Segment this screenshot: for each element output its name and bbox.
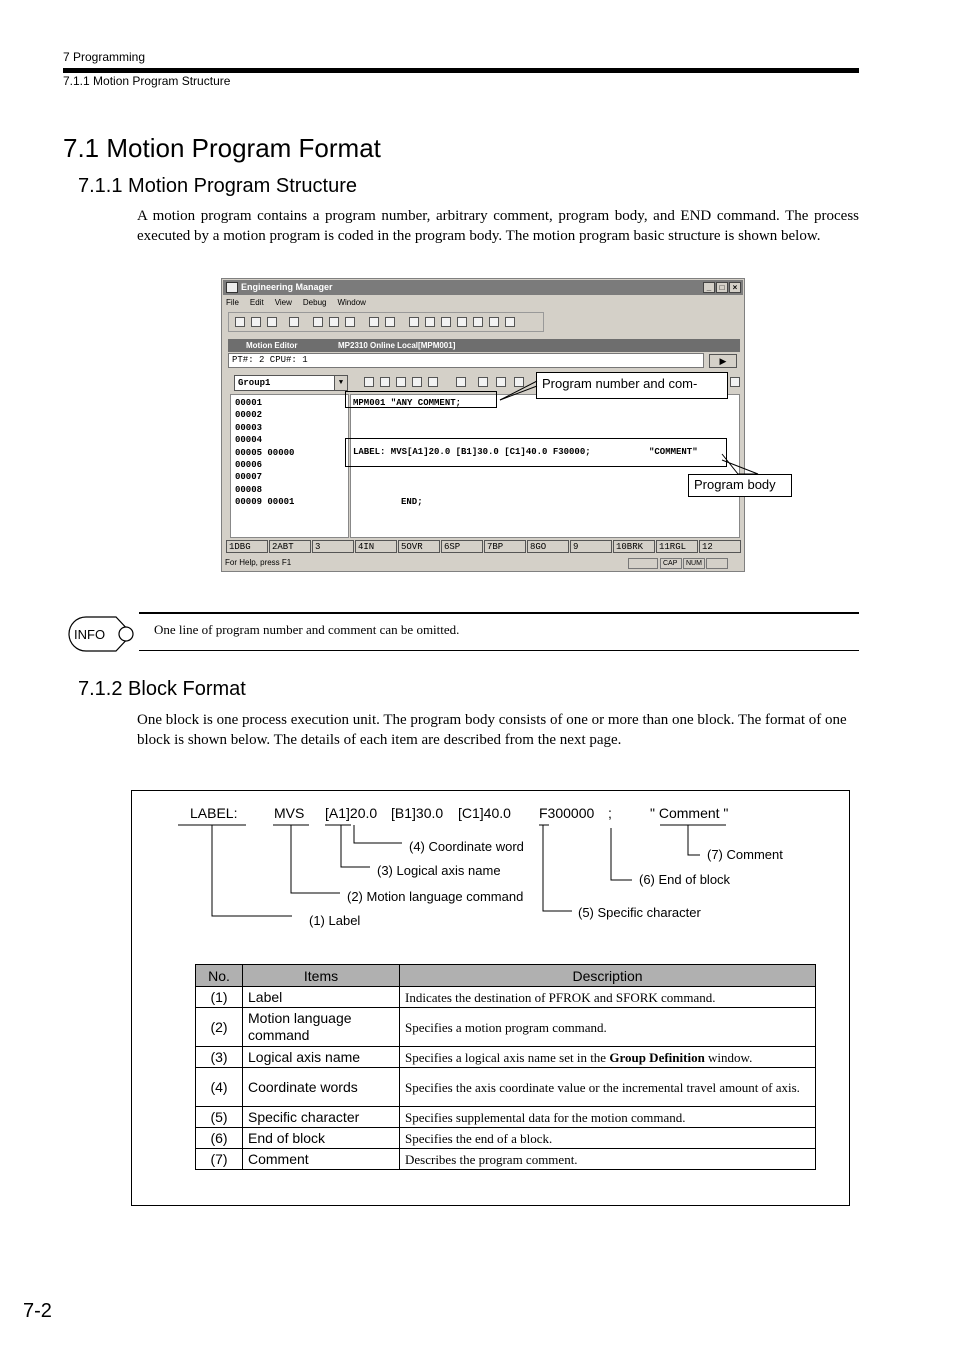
section-paragraph-7-1-2: One block is one process execution unit. The program body consists of one or more than one block. The format of one block is shown below. The details of each item are described from the next page. bbox=[137, 712, 847, 748]
line-number: 00008 bbox=[235, 484, 263, 495]
label-5: (5) Specific character bbox=[578, 905, 701, 920]
fkey-10[interactable]: 10BRK bbox=[613, 540, 655, 553]
label-1: (1) Label bbox=[309, 913, 361, 928]
code-line-label: LABEL: MVS[A1]20.0 [B1]30.0 [C1]40.0 F30000; bbox=[353, 447, 591, 457]
fkey-8[interactable]: 8GO bbox=[527, 540, 569, 553]
play-icon: ▶ bbox=[719, 356, 727, 366]
token-f: F300000 bbox=[539, 805, 595, 821]
running-header-chapter: 7 Programming bbox=[63, 50, 146, 64]
window-title: Engineering Manager bbox=[241, 282, 333, 292]
page-title: 7.1 Motion Program Format bbox=[63, 133, 381, 163]
chevron-down-icon[interactable]: ▼ bbox=[334, 376, 347, 390]
fkey-9[interactable]: 9 bbox=[570, 540, 612, 553]
col-header-no: No. bbox=[196, 965, 243, 987]
col-header-description: Description bbox=[400, 965, 816, 987]
cell-no: (3) bbox=[196, 1047, 243, 1068]
section-heading-7-1-2: 7.1.2 Block Format bbox=[78, 678, 246, 700]
minimize-icon[interactable]: _ bbox=[703, 282, 715, 293]
menu-view[interactable]: View bbox=[274, 298, 292, 307]
callout-program-number: Program number and com- bbox=[536, 372, 728, 399]
col-header-items: Items bbox=[243, 965, 400, 987]
fkey-7[interactable]: 7BP bbox=[484, 540, 526, 553]
line-number: 00003 bbox=[235, 422, 263, 433]
description-text: window. bbox=[704, 1049, 753, 1065]
line-number: 00009 00001 bbox=[235, 497, 295, 508]
maximize-icon[interactable]: □ bbox=[716, 282, 728, 293]
label-3: (3) Logical axis name bbox=[377, 863, 501, 878]
fkey-2[interactable]: 2ABT bbox=[269, 540, 311, 553]
table-row bbox=[196, 1128, 816, 1149]
token-comment: " Comment " bbox=[650, 805, 729, 821]
line-number: 00005 00000 bbox=[235, 447, 295, 458]
description-text: Specifies a logical axis name set in the bbox=[405, 1049, 610, 1065]
token-b1: [B1]30.0 bbox=[391, 805, 444, 821]
callout-program-body: Program body bbox=[688, 474, 792, 497]
token-semicolon: ; bbox=[608, 805, 612, 821]
fkey-3[interactable]: 3 bbox=[312, 540, 354, 553]
table-row bbox=[196, 1149, 816, 1170]
info-note-text: One line of program number and comment can be omitted. bbox=[154, 622, 460, 637]
table-row bbox=[196, 1107, 816, 1128]
block-items-table bbox=[195, 964, 816, 1170]
fkey-6[interactable]: 6SP bbox=[441, 540, 483, 553]
token-a1: [A1]20.0 bbox=[325, 805, 378, 821]
table-row bbox=[196, 987, 816, 1008]
section-paragraph-7-1-1: A motion program contains a program number, arbitrary comment, program body, and END command. The process executed by a motion program is coded in the program body. The motion program basic structure is shown below. bbox=[137, 208, 859, 244]
menu-edit[interactable]: Edit bbox=[249, 298, 264, 307]
fkey-4[interactable]: 4IN bbox=[355, 540, 397, 553]
line-number: 00001 bbox=[235, 398, 263, 408]
label-4: (4) Coordinate word bbox=[409, 839, 524, 854]
status-num: NUM bbox=[683, 558, 705, 569]
close-icon[interactable]: × bbox=[729, 282, 741, 293]
running-header-section: 7.1.1 Motion Program Structure bbox=[63, 74, 231, 88]
info-badge-text: INFO bbox=[74, 627, 106, 642]
token-label: LABEL: bbox=[190, 805, 238, 821]
menu-file[interactable]: File bbox=[226, 298, 239, 307]
code-line-end: END; bbox=[401, 497, 423, 507]
table-row bbox=[196, 1008, 816, 1047]
cell-description: Specifies a motion program command. bbox=[400, 1008, 816, 1047]
token-mvs: MVS bbox=[274, 805, 305, 821]
line-number: 00007 bbox=[235, 472, 263, 483]
cell-item: Specific character bbox=[243, 1107, 400, 1128]
cell-no: (1) bbox=[196, 987, 243, 1008]
code-line-comment: "COMMENT" bbox=[649, 447, 698, 457]
group-definition-term: Group Definition bbox=[609, 1049, 705, 1065]
fkey-12[interactable]: 12 bbox=[699, 540, 741, 553]
page-number: 7-2 bbox=[23, 1300, 52, 1322]
cell-item: Label bbox=[243, 987, 400, 1008]
cell-description: Specifies supplemental data for the motion command. bbox=[400, 1107, 816, 1128]
label-2: (2) Motion language command bbox=[347, 889, 524, 904]
cell-description bbox=[400, 1047, 816, 1068]
code-line-program-number: MPM001 "ANY COMMENT; bbox=[353, 398, 462, 408]
motion-editor-title: Motion Editor bbox=[246, 341, 298, 350]
motion-editor-status: MP2310 Online Local[MPM001] bbox=[338, 341, 456, 350]
table-row bbox=[196, 1047, 816, 1068]
table-header-row bbox=[196, 965, 816, 987]
cell-description: Indicates the destination of PFROK and SFORK command. bbox=[400, 987, 816, 1008]
section-heading-7-1-1: 7.1.1 Motion Program Structure bbox=[78, 175, 358, 197]
cell-item: Logical axis name bbox=[243, 1047, 400, 1068]
group-select-value: Group1 bbox=[238, 378, 271, 388]
cell-item: End of block bbox=[243, 1128, 400, 1149]
menu-debug[interactable]: Debug bbox=[302, 298, 327, 307]
status-cap: CAP bbox=[660, 558, 682, 569]
cell-description: Specifies the axis coordinate value or the incremental travel amount of axis. bbox=[400, 1068, 816, 1107]
cell-item: Coordinate words bbox=[243, 1068, 400, 1107]
cell-item: Comment bbox=[243, 1149, 400, 1170]
fkey-11[interactable]: 11RGL bbox=[656, 540, 698, 553]
label-7: (7) Comment bbox=[707, 847, 783, 862]
cell-no: (7) bbox=[196, 1149, 243, 1170]
line-number: 00002 bbox=[235, 410, 263, 421]
cell-description: Describes the program comment. bbox=[400, 1149, 816, 1170]
line-number: 00004 bbox=[235, 435, 263, 446]
fkey-1[interactable]: 1DBG bbox=[226, 540, 268, 553]
cell-description: Specifies the end of a block. bbox=[400, 1128, 816, 1149]
label-6: (6) End of block bbox=[639, 872, 731, 887]
cell-item: Motion language command bbox=[243, 1008, 400, 1047]
menu-window[interactable]: Window bbox=[337, 298, 366, 307]
token-c1: [C1]40.0 bbox=[458, 805, 511, 821]
cell-no: (2) bbox=[196, 1008, 243, 1047]
cell-no: (6) bbox=[196, 1128, 243, 1149]
fkey-5[interactable]: 5OVR bbox=[398, 540, 440, 553]
cell-no: (4) bbox=[196, 1068, 243, 1107]
line-number: 00006 bbox=[235, 460, 263, 471]
status-help-text: For Help, press F1 bbox=[225, 558, 292, 567]
pt-cpu-field[interactable]: PT#: 2 CPU#: 1 bbox=[228, 353, 704, 368]
cell-no: (5) bbox=[196, 1107, 243, 1128]
table-row bbox=[196, 1068, 816, 1107]
